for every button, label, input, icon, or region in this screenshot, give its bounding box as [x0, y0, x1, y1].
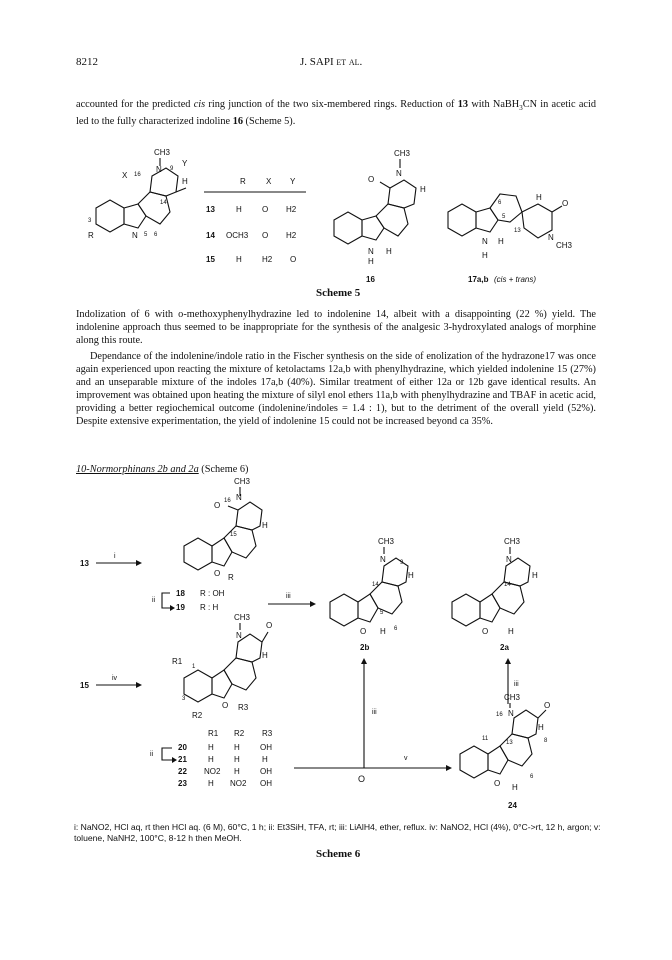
- structure-18-19: [184, 477, 268, 582]
- s6-th-r2: R2: [234, 729, 245, 738]
- scheme-6: [0, 478, 672, 828]
- s5-17-n5: 5: [502, 214, 506, 220]
- s6-18: 18: [176, 589, 185, 598]
- s6-19-rval: R : H: [200, 603, 219, 612]
- s5-row1-cmpd: 13: [206, 205, 215, 214]
- paragraph-dependance: Dependance of the indolenine/indole ratio in the Fischer synthesis on the side of enolization of the hydrazone17 was once again experienced upon reacting the mixture of ketolactams 12a,b with phenylhydrazine, which yielded indolenine 15 (27%) and an unseparable mixture of the indoles 17a,b (40%). Similar treatment of either 12a or 12b gave identical results. An improvement was obtained upon heating the mixture of silyl enol ethers 11a,b with phenylhydrazine and TBAF in acetic acid, providing a better regiochemical outcome (indolenine/indoles = 1.4 : 1), but to the detriment of the overall yield (52%). Despite extensive experimentation, the yield of indolenine 15 could not be increased beyond ca 35%.: [76, 351, 596, 427]
- structure-2b: [330, 537, 414, 652]
- page-number: 8212: [76, 56, 98, 68]
- s6-reagent-iii-1: iii: [286, 593, 291, 600]
- s6-21-r3v: H: [262, 755, 268, 764]
- s6-start-13: 13: [80, 559, 89, 568]
- s5-h: H: [182, 177, 188, 186]
- s6-reagent-ii-2: ii: [150, 751, 154, 758]
- s6-2a-o: O: [482, 627, 489, 636]
- s5-row3-x: H2: [262, 255, 273, 264]
- s5-16-h3: H: [368, 257, 374, 266]
- s6-21-r2v: H: [234, 755, 240, 764]
- s5-17-n13: 13: [514, 228, 521, 234]
- s6-2a-ch3: CH3: [504, 537, 521, 546]
- s6-reagent-iv: iv: [112, 675, 118, 682]
- s6-2a-n14: 14: [504, 582, 511, 588]
- s6-18-n16: 16: [224, 498, 231, 504]
- s6-arrow-o: O: [358, 774, 366, 784]
- s6-24-n8: 8: [544, 738, 548, 744]
- s6-21-r1v: H: [208, 755, 214, 764]
- s6-20-r3: R3: [238, 703, 249, 712]
- s6-24-h2: H: [512, 783, 518, 792]
- s6-20-n3: 3: [182, 696, 186, 702]
- s6-2b-n5: 5: [380, 610, 384, 616]
- s5-row2-r: OCH3: [226, 231, 249, 240]
- s5-y: Y: [182, 159, 188, 168]
- s6-2a-h2: H: [508, 627, 514, 636]
- s5-n16: 16: [134, 172, 141, 178]
- s6-21: 21: [178, 755, 187, 764]
- s5-n5: 5: [144, 232, 148, 238]
- s5-17-n2: N: [548, 233, 554, 242]
- s5-row1-r: H: [236, 205, 242, 214]
- s5-r: R: [88, 231, 94, 240]
- s6-2b-h2: H: [380, 627, 386, 636]
- s6-22: 22: [178, 767, 187, 776]
- s6-20-n1: 1: [192, 664, 196, 670]
- s6-th-r1: R1: [208, 729, 219, 738]
- s5-16-ch3: CH3: [394, 149, 411, 158]
- s5-row1-y: H2: [286, 205, 297, 214]
- s5-row1-x: O: [262, 205, 269, 214]
- scheme5-table: [204, 177, 306, 264]
- s5-n3: 3: [88, 218, 92, 224]
- s6-18-h: H: [262, 521, 268, 530]
- s6-23-r1v: H: [208, 779, 214, 788]
- running-title: J. SAPI et al.: [300, 56, 363, 68]
- s5-n: N: [156, 165, 162, 174]
- s6-20-r2: R2: [192, 711, 203, 720]
- s6-2b-n14: 14: [372, 582, 379, 588]
- s6-20: 20: [178, 743, 187, 752]
- s6-2b-o: O: [360, 627, 367, 636]
- s6-20-r1: R1: [172, 657, 183, 666]
- s5-16-h1: H: [420, 185, 426, 194]
- s6-2b-n9: 9: [400, 560, 404, 566]
- s6-23-r3v: OH: [260, 779, 272, 788]
- s6-2b-n6: 6: [394, 626, 398, 632]
- s6-22-r2v: H: [234, 767, 240, 776]
- s5-cmpd17: 17a,b: [468, 275, 489, 284]
- s6-p2b: 2b: [360, 643, 370, 652]
- s6-reagent-i: i: [114, 553, 116, 560]
- s6-20-r3v: OH: [260, 743, 272, 752]
- s6-20-r1v: H: [208, 743, 214, 752]
- s6-24-n6: 6: [530, 774, 534, 780]
- s6-20-ch3: CH3: [234, 613, 251, 622]
- s6-18-o: O: [214, 501, 221, 510]
- s5-n9: 9: [170, 166, 174, 172]
- s6-reagent-ii-1: ii: [152, 597, 156, 604]
- scheme6-footnote: i: NaNO2, HCl aq, rt then HCl aq. (6 M), 60°C, 1 h; ii: Et3SiH, TFA, rt; iii: LiAlH4, ether, reflux. iv: NaNO2, HCl (4%), 0°C->rt, 12 h, argon; v: toluene, NaNH2, 100°C, 8-12 h then MeOH.: [74, 822, 601, 843]
- s6-20-o: O: [266, 621, 273, 630]
- s5-th-y: Y: [290, 177, 296, 186]
- s6-2b-ch3: CH3: [378, 537, 395, 546]
- s6-24-n11: 11: [482, 736, 489, 742]
- s5-17-ch3: CH3: [556, 241, 573, 250]
- s6-22-r1v: NO2: [204, 767, 221, 776]
- s5-17-h2: H: [498, 237, 504, 246]
- s6-2a-n: N: [506, 555, 512, 564]
- s6-2b-n: N: [380, 555, 386, 564]
- s5-row2-x: O: [262, 231, 269, 240]
- s5-17-h3: H: [482, 251, 488, 260]
- s5-x: X: [122, 171, 128, 180]
- s6-2a-h: H: [532, 571, 538, 580]
- s5-17-n6: 6: [498, 200, 502, 206]
- structure-20-23: [172, 613, 272, 720]
- scheme5-caption: Scheme 5: [316, 287, 361, 299]
- s6-24-o2: O: [494, 779, 501, 788]
- s5-17-o: O: [562, 199, 569, 208]
- s5-17-h1: H: [536, 193, 542, 202]
- s5-cmpd16: 16: [366, 275, 375, 284]
- s6-24-h: H: [538, 723, 544, 732]
- s6-18-n15: 15: [230, 532, 237, 538]
- s5-17-n: N: [482, 237, 488, 246]
- s6-2b-h: H: [408, 571, 414, 580]
- s6-reagent-iii-3: iii: [514, 681, 519, 688]
- scheme6-table: [150, 729, 273, 788]
- structure-17: [448, 193, 573, 284]
- s6-p24: 24: [508, 801, 517, 810]
- s5-row2-y: H2: [286, 231, 297, 240]
- s6-reagent-v: v: [404, 755, 408, 762]
- paragraph-intro: accounted for the predicted cis ring junction of the two six-membered rings. Reduction of 13 with NaBH$_3$CN in acetic acid led to the fully characterized indoline 16 (Scheme 5).: [76, 99, 596, 128]
- s6-24-ch3: CH3: [504, 693, 521, 702]
- s6-18-r: R: [228, 573, 234, 582]
- s5-n6: 6: [154, 232, 158, 238]
- scheme-5: [0, 140, 672, 300]
- s6-reagent-iii-2: iii: [372, 709, 377, 716]
- s6-18-ch3: CH3: [234, 477, 251, 486]
- structure-16: [334, 149, 426, 284]
- s6-23: 23: [178, 779, 187, 788]
- s5-row3-r: H: [236, 255, 242, 264]
- structure-2a: [452, 537, 538, 652]
- s6-p2a: 2a: [500, 643, 509, 652]
- structure-24: [460, 693, 550, 810]
- paragraph-indolization: Indolization of 6 with o-methoxyphenylhydrazine led to indolenine 14, albeit with a disappointing (22 %) yield. The indolenine approach thus seemed to be inappropriate for the synthesis of the analgesic 3-hydroxylated analogs of morphine along this route.: [76, 309, 596, 346]
- s5-16-n: N: [396, 169, 402, 178]
- s6-20-o2: O: [222, 701, 229, 710]
- s6-18-rval: R : OH: [200, 589, 225, 598]
- s5-cmpd17-note: (cis + trans): [494, 275, 537, 284]
- s6-start-15: 15: [80, 681, 89, 690]
- structure-13-15: [88, 148, 188, 240]
- s5-16-n2: N: [368, 247, 374, 256]
- s6-24-o: O: [544, 701, 551, 710]
- s5-row3-y: O: [290, 255, 297, 264]
- s6-22-r3v: OH: [260, 767, 272, 776]
- section-heading: 10-Normorphinans 2b and 2a (Scheme 6): [76, 464, 249, 475]
- s5-16-h2: H: [386, 247, 392, 256]
- s5-n14: 14: [160, 200, 167, 206]
- s5-th-x: X: [266, 177, 272, 186]
- s6-20-h: H: [262, 651, 268, 660]
- s5-ch3: CH3: [154, 148, 171, 157]
- s6-24-n: N: [508, 709, 514, 718]
- s6-24-n16: 16: [496, 712, 503, 718]
- s6-th-r3: R3: [262, 729, 273, 738]
- scheme6-caption: Scheme 6: [316, 848, 361, 860]
- s5-th-r: R: [240, 177, 246, 186]
- s6-24-n13: 13: [506, 740, 513, 746]
- s6-23-r2v: NO2: [230, 779, 247, 788]
- s6-20-n: N: [236, 631, 242, 640]
- s5-n-ring: N: [132, 231, 138, 240]
- s5-16-o: O: [368, 175, 375, 184]
- s6-18-o2: O: [214, 569, 221, 578]
- s6-20-r2v: H: [234, 743, 240, 752]
- s6-18-n: N: [236, 493, 242, 502]
- s5-row2-cmpd: 14: [206, 231, 215, 240]
- s6-19: 19: [176, 603, 185, 612]
- s5-row3-cmpd: 15: [206, 255, 215, 264]
